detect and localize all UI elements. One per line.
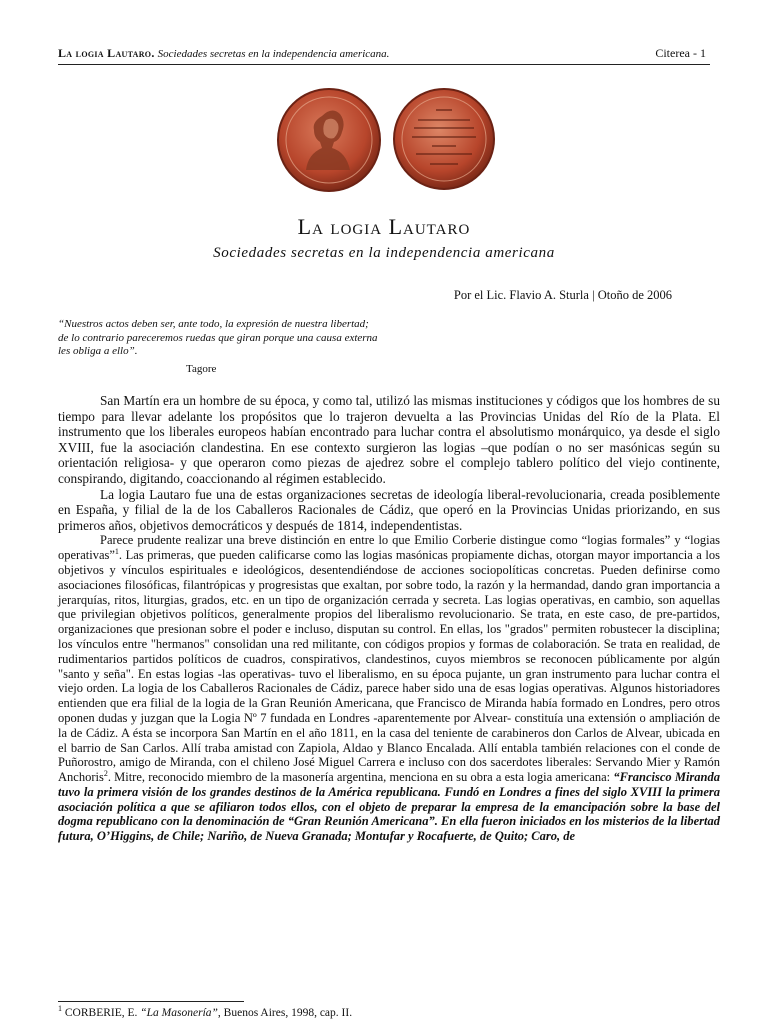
header-title-italic: Sociedades secretas en la independencia americana.	[157, 48, 390, 60]
footnote-divider	[58, 1001, 244, 1002]
header-title	[58, 46, 389, 61]
paragraph-3-text: . Mitre, reconocido miembro de la masonería argentina, menciona en su obra a esta logia americana:	[107, 770, 614, 785]
footnote-number: 1	[58, 1004, 62, 1014]
mitre-quote: “Francisco Miranda tuvo la primera visión de los grandes destinos de la América republicana. Fundó en Londres a fines del siglo XVIII la primera asociación política a que se afiliaron todos ellos, con el objeto de preparar la empresa de la emancipación sobre la base del dogma republicano con la denominación de “Gran Reunión Americana”. En ella fueron iniciados en los misterios de la libertad futura, O’Higgins, de Chile; Nariño, de Nueva Granada; Montufar y Rocafuerte, de Quito; Caro, de	[58, 770, 720, 844]
footnote-ref-2[interactable]: 2	[103, 768, 108, 778]
paragraph-2: La logia Lautaro fue una de estas organizaciones secretas de ideología liberal-revolucionaria, creada posiblemente en España, y filial de la de los Caballeros Racionales de Cádiz, que operó en la Provincias Unidas priorizando, en sus primeros años, objetivos democráticos y después de 1814, independentistas.	[58, 486, 720, 533]
footnote-1	[58, 1004, 353, 1019]
epigraph-line: “Nuestros actos deben ser, ante todo, la expresión de nuestra libertad;	[58, 318, 369, 330]
paragraph-1: San Martín era un hombre de su época, y como tal, utilizó las mismas instituciones y códigos que los hombres de su tiempo para llevar adelante los propósitos que lo trajeron devuelta a las Provincias Unidas del Río de la Plata. El instrumento que los liberales europeos habían encontrado para luchar contra el absolutismo monárquico, ya desde el siglo XVIII, fue la asociación clandestina. En ese contexto surgieron las logias –que podían o no ser masónicas según su orientación religiosa- y que operaron como piezas de ajedrez sobre el complejo tablero político del viejo continente, conspirando, digitando, coaccionando al régimen establecido.	[58, 393, 720, 486]
medal-portrait-icon	[276, 86, 382, 194]
header-page-label: Citerea - 1	[655, 46, 706, 60]
epigraph-line: les obliga a ello”.	[58, 345, 138, 357]
running-header	[58, 44, 710, 65]
medal-inscription-icon	[392, 86, 496, 192]
article-body	[58, 393, 720, 844]
footnote-work: “La Masonería”	[140, 1007, 218, 1019]
paragraph-3-text: Parece prudente realizar una breve distinción en entre lo que Emilio Corberie distingue como “logias formales” y “logias operativas”	[58, 533, 720, 563]
epigraph-line: de lo contrario pareceremos ruedas que giran porque una causa externa	[58, 331, 378, 344]
paragraph-3-text: . Las primeras, que pueden calificarse como las logias masónicas propiamente dichas, otorgan mayor importancia a los objetivos y vínculos espirituales e ideológicos, desentendiéndose de acciones sociopolíticas concretas. Pueden definirse como asociaciones filosóficas, filantrópicas y progresistas que exaltan, por sobre todo, la razón y la hermandad, dando gran importancia a jerarquías, ritos, liturgias, grados, etc. en un tipo de organización cerrada y secreta. Las logias operativas, en cambio, son aquellas que privilegian objetivos políticos, generalmente propios del liberalismo revolucionario. Se trata, en este caso, de pre-partidos, organizaciones que presionan sobre el poder e incluso, disputan su control. En ellas, los "grados" permiten robustecer la disciplina; los vínculos entre "hermanos" consolidan una red militante, con códigos propios y formas de colaboración. Se trata en realidad, de rudimentarios partidos políticos de cuadros, conspirativos, clandestinos, cuyos miembros se reconocen públicamente por algún "santo y seña". En estas logias -las operativas- tuvo el liberalismo, en su época pujante, un gran instrumento para luchar contra el viejo orden. La logia de los Caballeros Racionales de Cádiz, parece haber sido una de esas logias operativas. Algunos historiadores entienden que era filial de la logia de la Gran Reunión Americana, que Francisco de Miranda había formado en Londres, pero otros oponen dudas y juzgan que la Logia Nº 7 fundada en Londres -aparentemente por Alvear- constituía una extensión o ampliación de la de Cádiz. A ésta se incorpora San Martín en el año 1811, en la casa del teniente de carabineros don Carlos de Alvear, ubicada en el barrio de San Carlos. Allí traba amistad con Zapiola, Aldao y Blanco Encalada. Allí entabla también relaciones con el conde de Puñorostro, amigo de Miranda, con el chileno José Miguel Carrera e incluso con dos sacerdotes liberales: Servando Mier y Ramón Anchoris	[58, 548, 720, 785]
header-title-caps: La logia Lautaro.	[58, 46, 155, 60]
footnote-rest: , Buenos Aires, 1998, cap. II.	[217, 1007, 353, 1019]
epigraph-author: Tagore	[186, 363, 217, 375]
paragraph-3	[58, 533, 720, 844]
medal-images	[276, 86, 496, 194]
epigraph-quote	[58, 318, 478, 359]
document-subtitle: Sociedades secretas en la independencia americana	[213, 245, 555, 261]
document-title: La logia Lautaro	[297, 214, 471, 239]
footnote-author: CORBERIE, E.	[64, 1007, 138, 1019]
author-line: Por el Lic. Flavio A. Sturla | Otoño de 2006	[453, 288, 672, 302]
footnote-ref-1[interactable]: 1	[114, 546, 119, 556]
